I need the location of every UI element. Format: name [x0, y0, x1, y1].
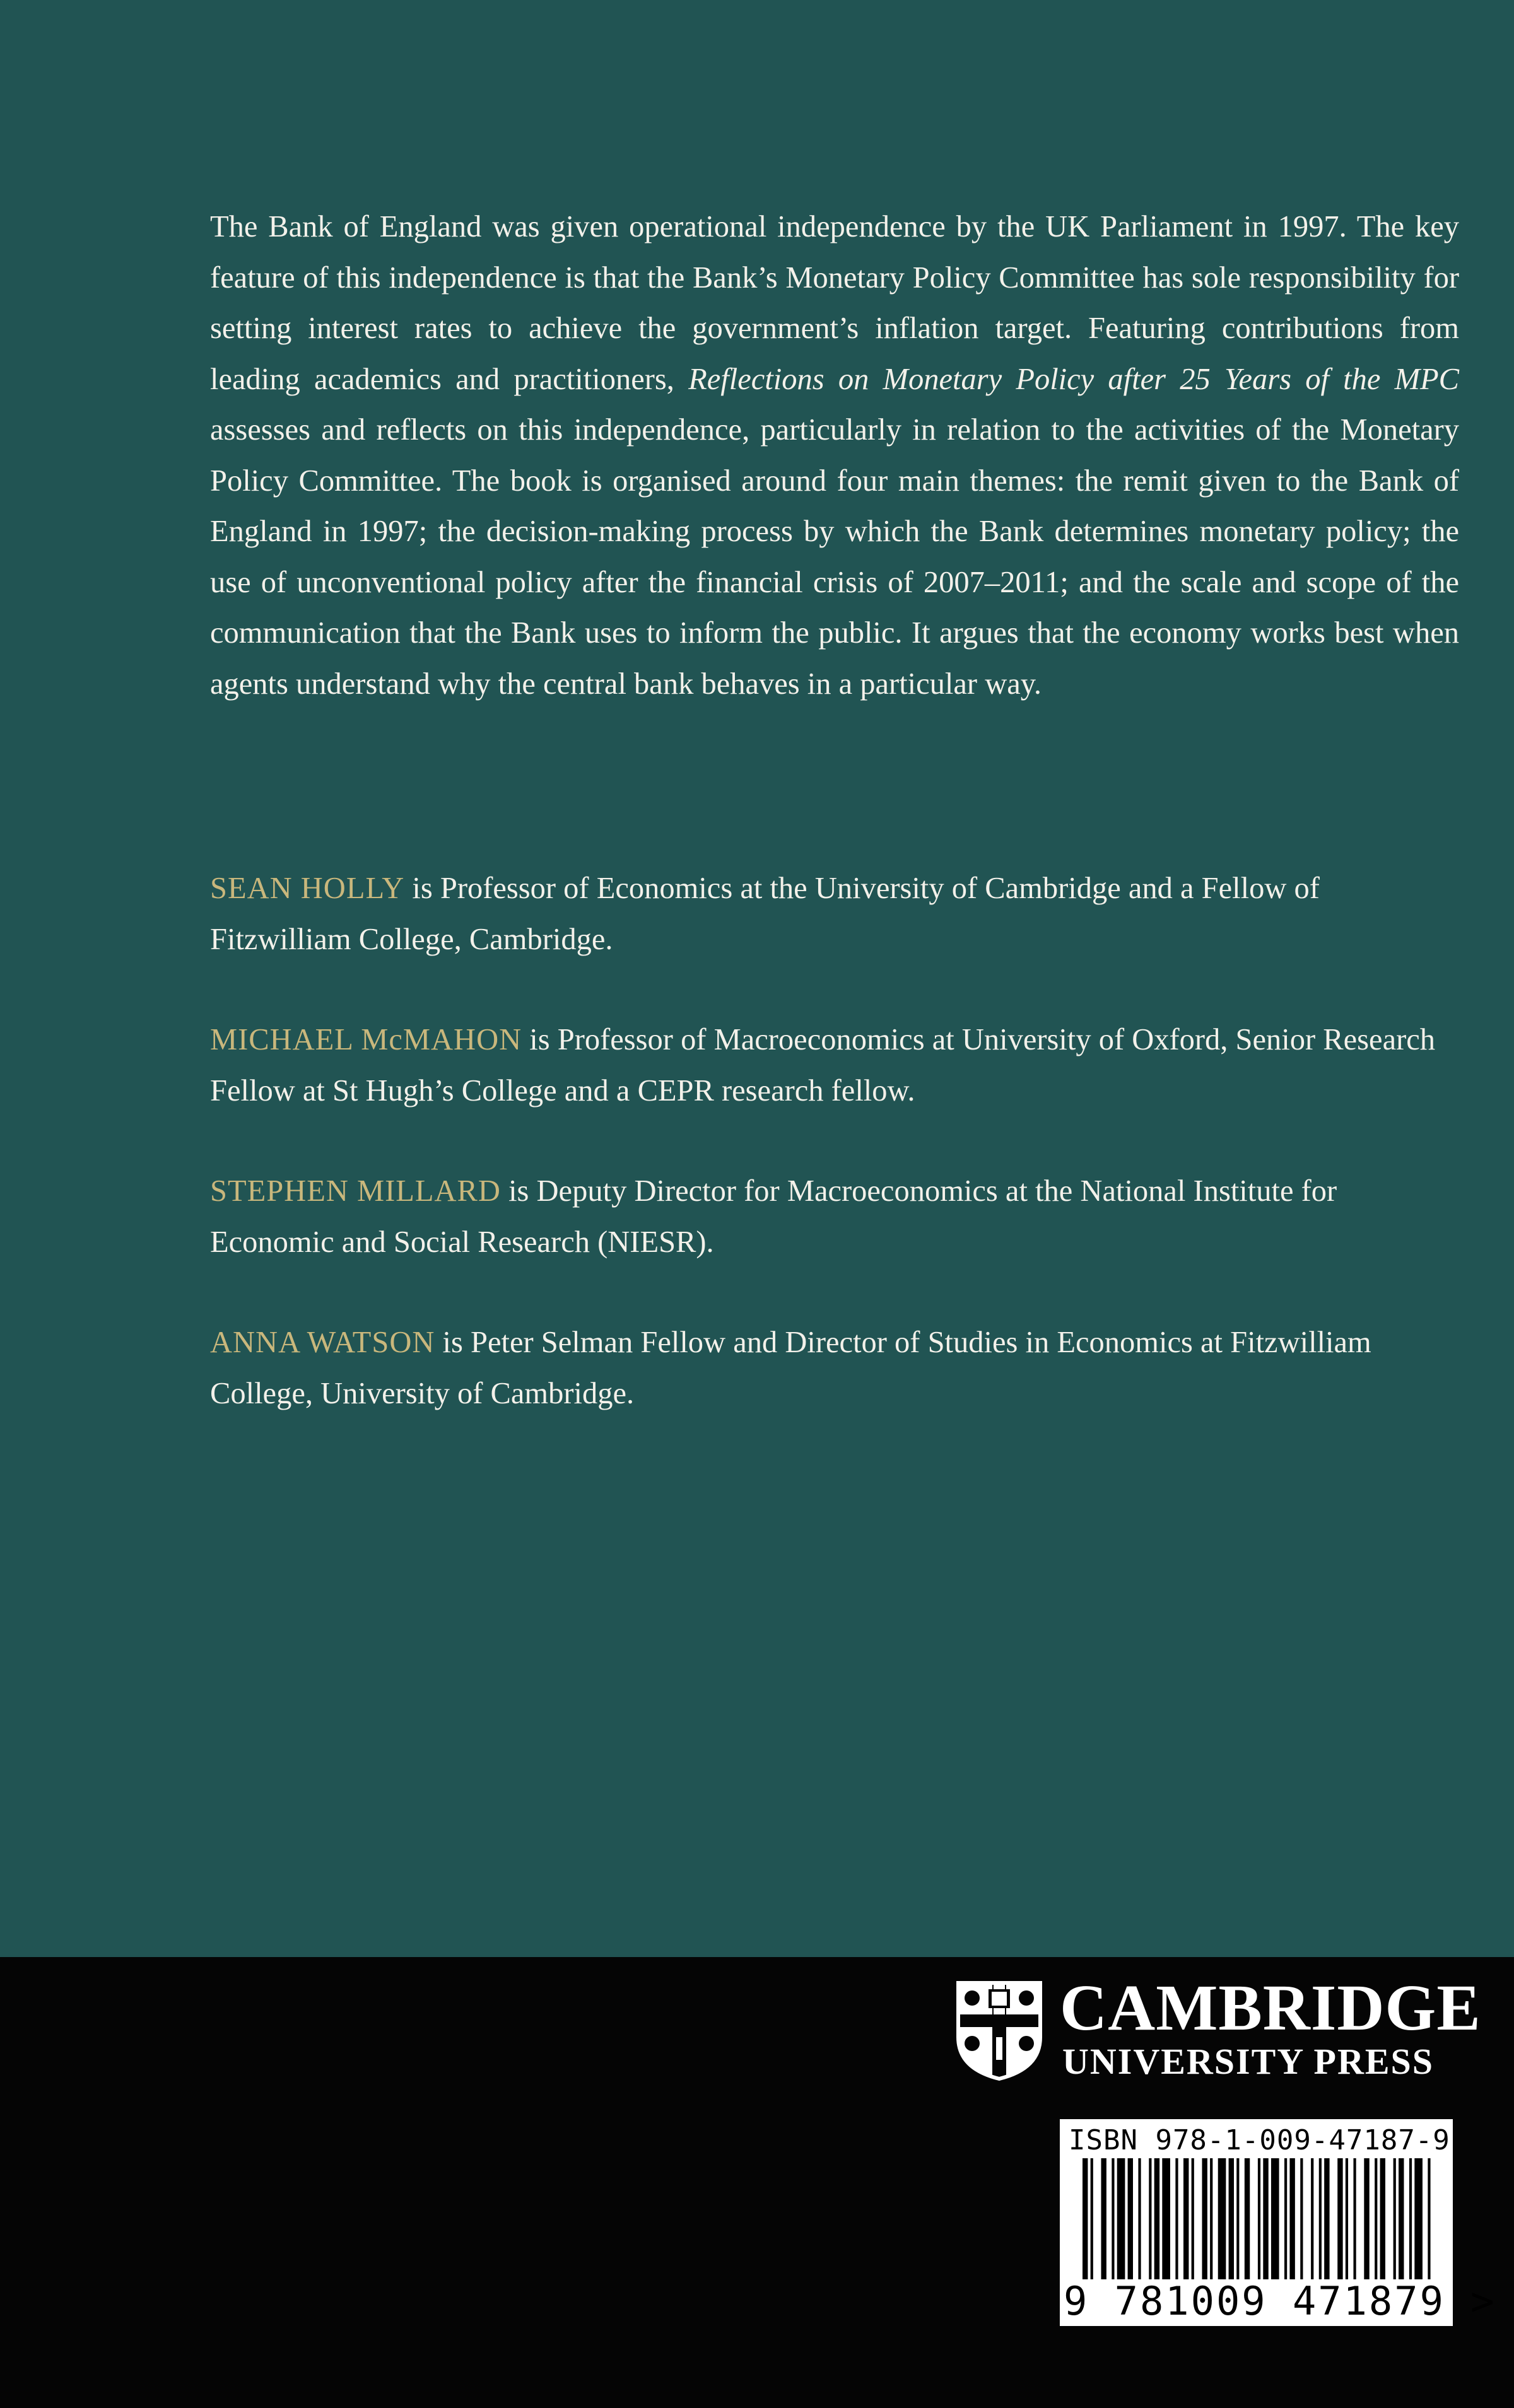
barcode-stripe [1300, 2158, 1303, 2279]
author-bio-text: is Professor of Macroeconomics at University of Oxford, Senior Research Fellow at St Hugh’s College and a CEPR research fellow. [210, 1023, 1436, 1108]
barcode-stripe [1101, 2158, 1106, 2279]
barcode-stripe [1364, 2158, 1369, 2279]
barcode-stripe [1353, 2158, 1356, 2279]
barcode-stripe [1380, 2158, 1385, 2279]
author-name: SEAN HOLLY [210, 872, 405, 905]
barcode-stripe [1399, 2158, 1404, 2279]
author-name: MICHAEL McMAHON [210, 1023, 522, 1056]
barcode-bars [1083, 2158, 1436, 2279]
description-part-1: The Bank of England was given operational independence by the UK Parliament in 1997. The key feature of this independence is that the Bank’s Monetary Policy Committee has sole responsibility for setting interest rates to achieve the government’s inflation target. Featuring contributions from leading academics and practitioners, [210, 210, 1459, 396]
barcode-stripe [1394, 2158, 1396, 2279]
barcode-stripe [1162, 2158, 1170, 2279]
barcode-stripe [1229, 2158, 1234, 2279]
author-bio-text: is Professor of Economics at the University of Cambridge and a Fellow of Fitzwilliam College, Cambridge. [210, 872, 1320, 956]
barcode-stripe [1311, 2158, 1313, 2279]
author-bio [210, 1318, 1459, 1419]
barcode-stripe [1263, 2158, 1268, 2279]
author-bio [210, 1015, 1459, 1116]
barcode-stripe [1409, 2158, 1412, 2279]
author-bio [210, 1166, 1459, 1268]
barcode-stripe [1192, 2158, 1194, 2279]
barcode-stripe [1428, 2158, 1430, 2279]
barcode-stripe [1346, 2158, 1348, 2279]
author-bio-text: is Deputy Director for Macroeconomics at the National Institute for Economic and Social Research (NIESR). [210, 1174, 1337, 1259]
barcode-stripe [1236, 2158, 1239, 2279]
barcode-stripe [1414, 2158, 1423, 2279]
barcode-stripe [1138, 2158, 1141, 2279]
barcode-digits: 9 781009 471879 > [1064, 2278, 1496, 2324]
author-bio-text: is Peter Selman Fellow and Director of Studies in Economics at Fitzwilliam College, University of Cambridge. [210, 1326, 1371, 1410]
barcode-stripe [1083, 2158, 1088, 2279]
barcode-stripe [1117, 2158, 1125, 2279]
author-bio [210, 863, 1459, 965]
barcode-stripe [1210, 2158, 1212, 2279]
barcode-stripe [1202, 2158, 1207, 2279]
barcode-stripe [1175, 2158, 1178, 2279]
barcode-stripe [1218, 2158, 1226, 2279]
barcode-stripe [1271, 2158, 1279, 2279]
barcode-stripe [1149, 2158, 1151, 2279]
barcode-stripe [1337, 2158, 1342, 2279]
barcode-stripe [1183, 2158, 1188, 2279]
barcode-stripe [1091, 2158, 1093, 2279]
barcode-stripe [1245, 2158, 1250, 2279]
description-part-2: assesses and reflects on this independence, particularly in relation to the activities of the Monetary Policy Committee. The book is organised around four main themes: the remit given to the Bank of England in 1997; the decision-making process by which the Bank determines monetary policy; the use of unconventional policy after the financial crisis of 2007–2011; and the scale and scope of the communication that the Bank uses to inform the public. It argues that the economy works best when agents understand why the central bank behaves in a particular way. [210, 413, 1459, 701]
author-name: ANNA WATSON [210, 1326, 435, 1359]
barcode-stripe [1324, 2158, 1329, 2279]
barcode-stripe [1154, 2158, 1159, 2279]
barcode-stripe [1319, 2158, 1322, 2279]
barcode-stripe [1284, 2158, 1287, 2279]
publisher-name: CAMBRIDGE [1060, 1972, 1481, 2044]
publisher-subtitle: UNIVERSITY PRESS [1062, 2041, 1435, 2082]
barcode-stripe [1112, 2158, 1114, 2279]
barcode-stripe [1375, 2158, 1377, 2279]
cambridge-crest-icon [956, 1980, 1043, 2081]
barcode-stripe [1258, 2158, 1260, 2279]
book-description [210, 202, 1459, 710]
barcode-stripe [1289, 2158, 1294, 2279]
author-name: STEPHEN MILLARD [210, 1174, 501, 1208]
isbn-text: ISBN 978-1-009-47187-9 [1069, 2124, 1450, 2156]
isbn-barcode [1060, 2119, 1496, 2326]
barcode-stripe [1128, 2158, 1133, 2279]
book-title-italic: Reflections on Monetary Policy after 25 Years of the MPC [688, 362, 1459, 396]
